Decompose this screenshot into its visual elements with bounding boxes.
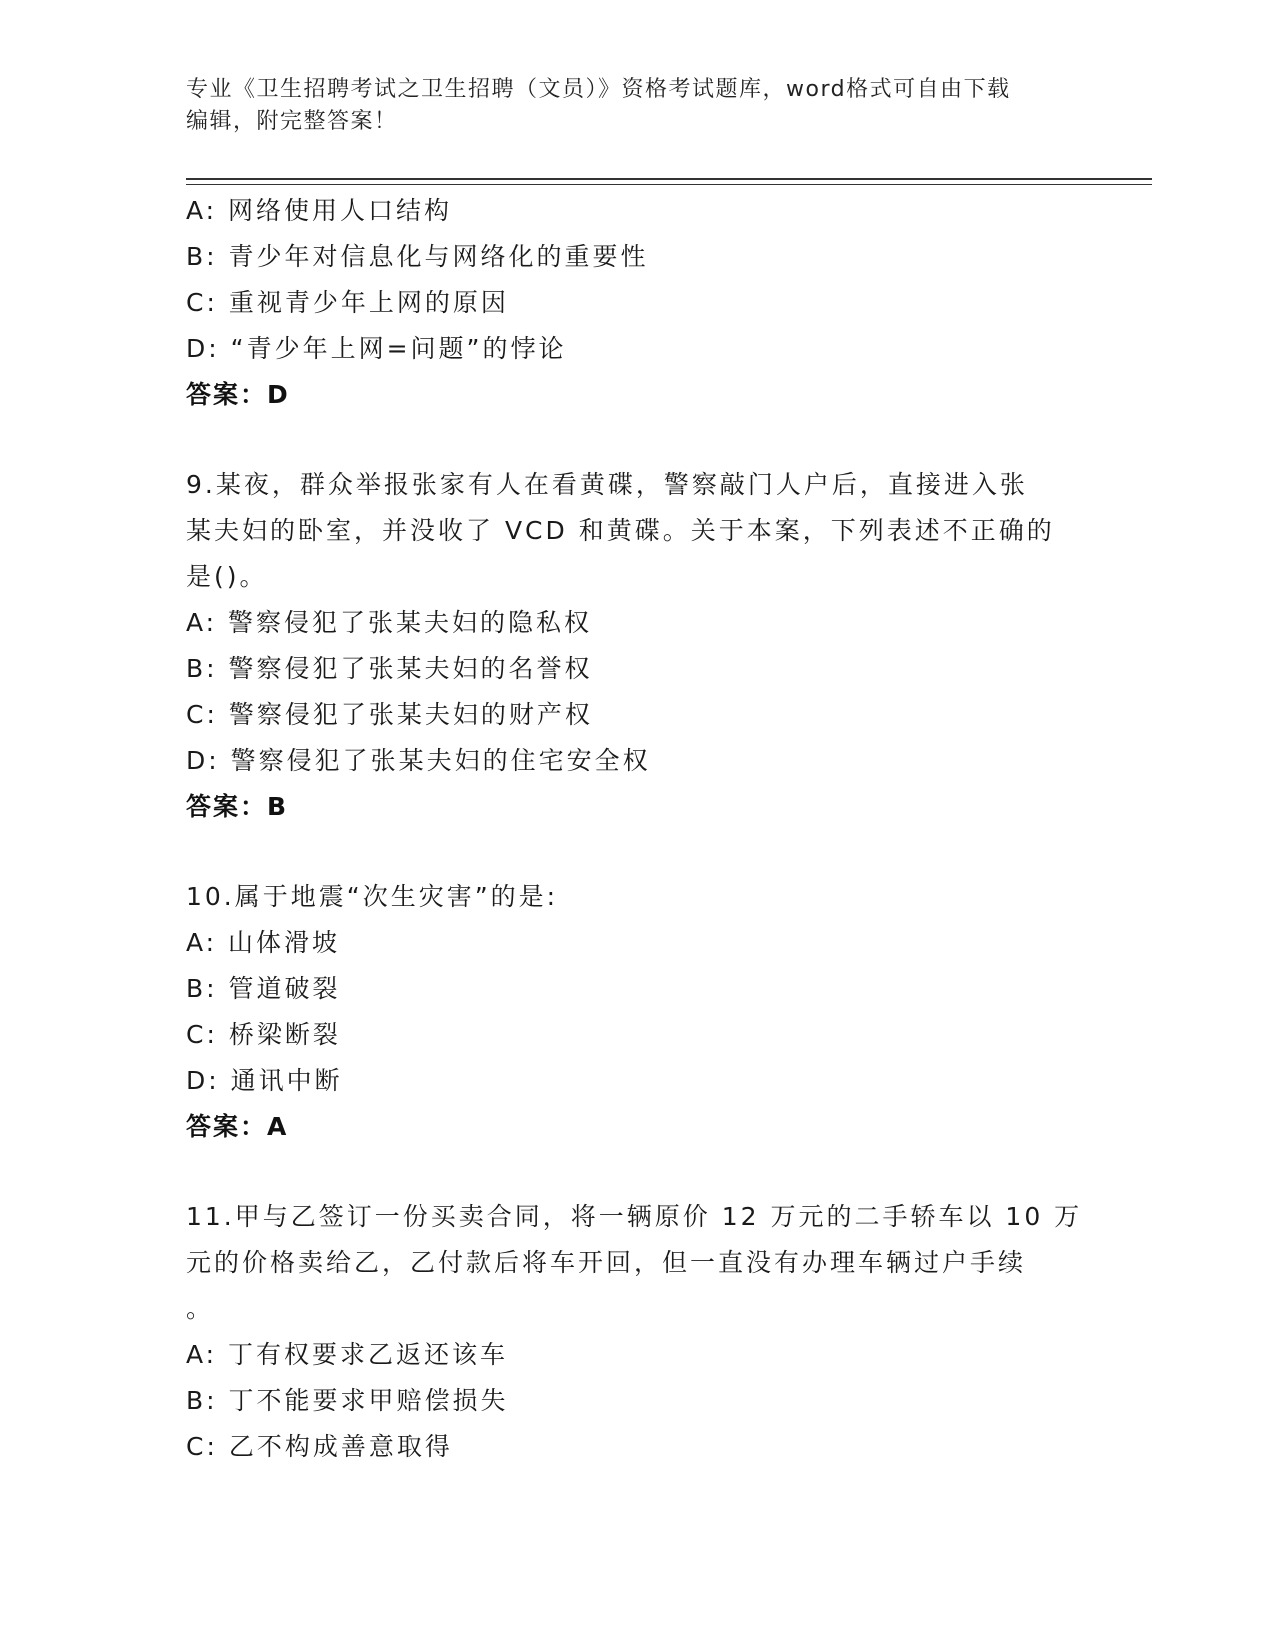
question-stem-line: 是()。: [186, 562, 268, 591]
option-c: C: 乙不构成善意取得: [186, 1432, 453, 1461]
option-b: B: 丁不能要求甲赔偿损失: [186, 1386, 509, 1415]
option-d: D: “青少年上网=问题”的悖论: [186, 334, 567, 363]
spacer: [186, 830, 1086, 874]
header-rule-thick: [186, 178, 1152, 180]
option-c: C: 重视青少年上网的原因: [186, 288, 509, 317]
question-stem-line: 。: [186, 1294, 215, 1323]
option-c: C: 桥梁断裂: [186, 1020, 341, 1049]
option-d: D: 通讯中断: [186, 1066, 343, 1095]
question-8: [186, 188, 1086, 418]
question-stem-line: 11.甲与乙签订一份买卖合同，将一辆原价 12 万元的二手轿车以 10 万: [186, 1202, 1083, 1231]
question-9: [186, 462, 1086, 830]
question-11: [186, 1194, 1086, 1470]
header-line-1: 专业《卫生招聘考试之卫生招聘（文员）》资格考试题库，word格式可自由下载: [186, 77, 1011, 102]
option-a: A: 山体滑坡: [186, 928, 341, 957]
option-c: C: 警察侵犯了张某夫妇的财产权: [186, 700, 593, 729]
option-b: B: 青少年对信息化与网络化的重要性: [186, 242, 649, 271]
spacer: [186, 418, 1086, 462]
question-stem-line: 10.属于地震“次生灾害”的是:: [186, 882, 559, 911]
document-header: [186, 74, 1086, 138]
answer-label: 答案：D: [186, 380, 290, 409]
question-stem-line: 某夫妇的卧室，并没收了 VCD 和黄碟。关于本案，下列表述不正确的: [186, 516, 1055, 545]
answer-label: 答案：B: [186, 792, 289, 821]
option-b: B: 管道破裂: [186, 974, 341, 1003]
answer-label: 答案：A: [186, 1112, 289, 1141]
option-b: B: 警察侵犯了张某夫妇的名誉权: [186, 654, 593, 683]
spacer: [186, 1150, 1086, 1194]
question-content: [186, 188, 1086, 1470]
header-line-2: 编辑，附完整答案！: [186, 109, 398, 134]
option-a: A: 警察侵犯了张某夫妇的隐私权: [186, 608, 593, 637]
question-stem-line: 元的价格卖给乙，乙付款后将车开回，但一直没有办理车辆过户手续: [186, 1248, 1027, 1277]
header-rule-thin: [186, 184, 1152, 185]
question-stem-line: 9.某夜，群众举报张家有人在看黄碟，警察敲门人户后，直接进入张: [186, 470, 1028, 499]
question-10: [186, 874, 1086, 1150]
option-a: A: 丁有权要求乙返还该车: [186, 1340, 509, 1369]
option-d: D: 警察侵犯了张某夫妇的住宅安全权: [186, 746, 651, 775]
option-a: A: 网络使用人口结构: [186, 196, 453, 225]
